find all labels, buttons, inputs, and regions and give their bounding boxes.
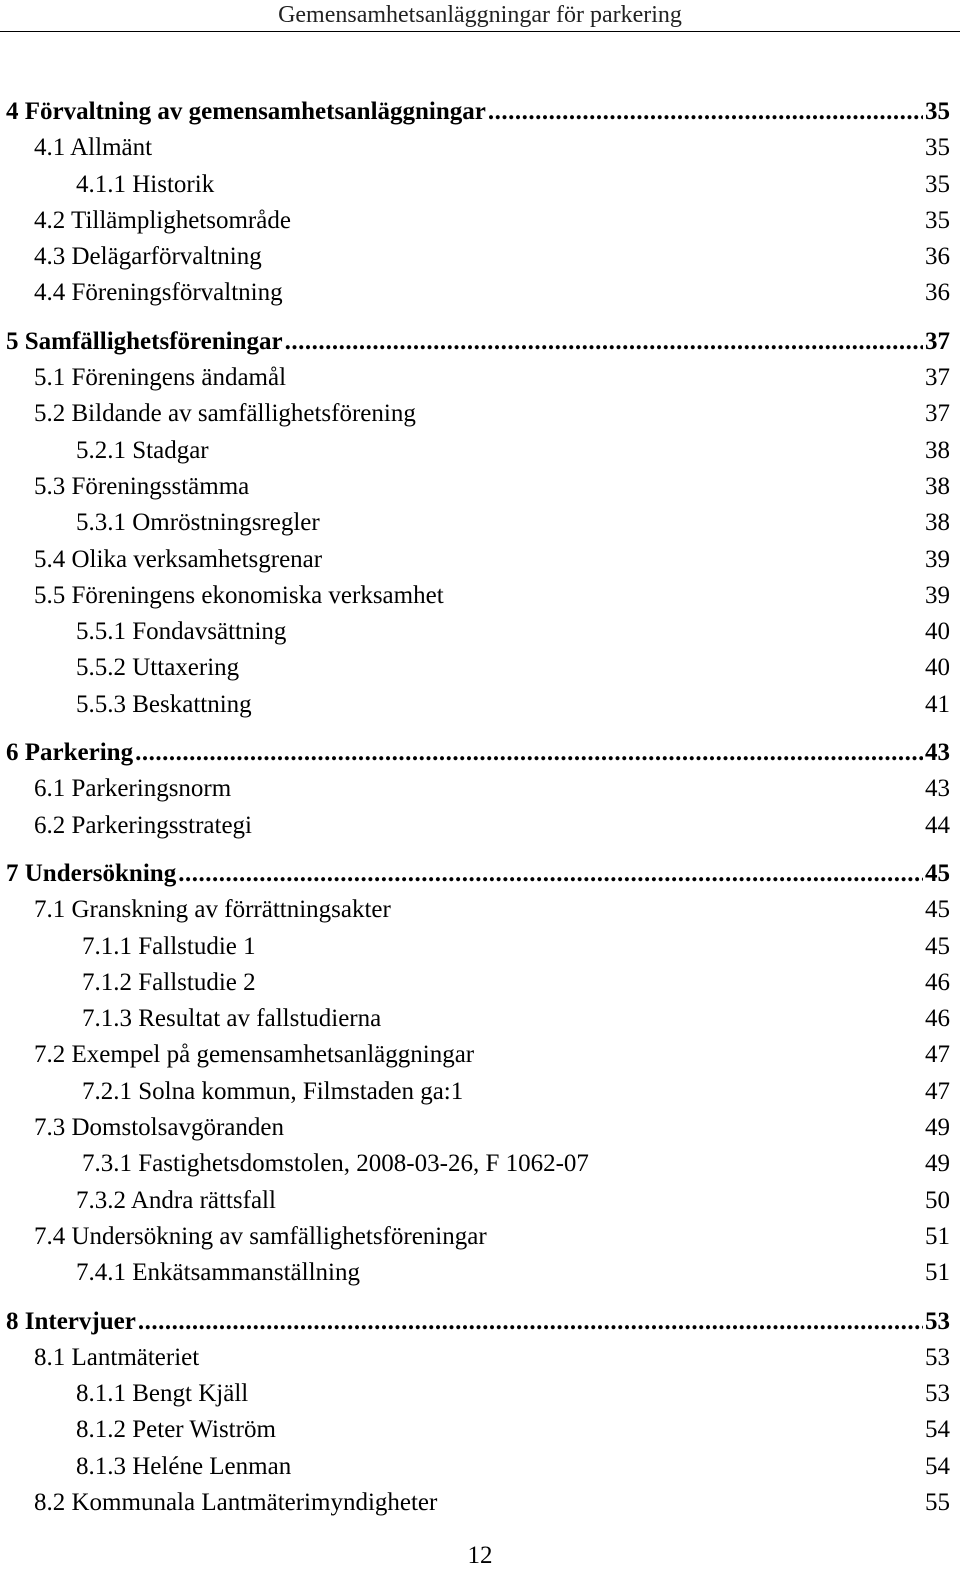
toc-entry-title: 7.2 Exempel på gemensamhetsanläggningar (34, 1041, 475, 1069)
toc-entry-title: 7.1.2 Fallstudie 2 (82, 968, 256, 996)
toc-chapter-entry[interactable] (0, 856, 960, 892)
toc-entry-page: 40 (925, 654, 950, 682)
toc-entry-page: 37 (925, 400, 950, 428)
toc-entry-page: 51 (925, 1259, 950, 1287)
toc-entry-title: 4.4 Föreningsförvaltning (34, 279, 283, 307)
toc-section-entry[interactable] (0, 578, 960, 614)
toc-entry-page: 49 (925, 1114, 950, 1142)
toc-entry-page: 45 (925, 932, 950, 960)
toc-subsection-entry[interactable] (0, 1255, 960, 1291)
toc-entry-title: 6.2 Parkeringsstrategi (34, 811, 253, 839)
toc-entry-title: 7.1.1 Fallstudie 1 (82, 932, 256, 960)
toc-entry-title: 4.1.1 Historik (76, 170, 215, 198)
toc-entry-title: 5.5.1 Fondavsättning (76, 618, 287, 646)
toc-entry-title: 7.1 Granskning av förrättningsakter (34, 896, 391, 924)
toc-entry-title: 6 Parkering (6, 739, 134, 767)
toc-section-entry[interactable] (0, 808, 960, 844)
toc-entry-page: 53 (925, 1343, 950, 1371)
toc-section-entry[interactable] (0, 771, 960, 807)
toc-entry-title: 5 Samfällighetsföreningar (6, 327, 283, 355)
toc-section-entry[interactable] (0, 1110, 960, 1146)
toc-entry-page: 43 (925, 739, 950, 767)
toc-entry-title: 7 Undersökning (6, 859, 177, 887)
toc-entry-page: 55 (925, 1488, 950, 1516)
toc-entry-title: 8.1 Lantmäteriet (34, 1343, 200, 1371)
toc-subsection-entry[interactable] (0, 614, 960, 650)
toc-entry-page: 44 (925, 811, 950, 839)
toc-section-entry[interactable] (0, 275, 960, 311)
toc-entry-page: 49 (925, 1150, 950, 1178)
toc-entry-title: 6.1 Parkeringsnorm (34, 775, 232, 803)
toc-subsection-entry[interactable] (0, 1449, 960, 1485)
toc-entry-title: 5.5.3 Beskattning (76, 690, 252, 718)
toc-entry-page: 45 (925, 859, 950, 887)
toc-entry-page: 50 (925, 1186, 950, 1214)
toc-entry-page: 54 (925, 1452, 950, 1480)
toc-section-entry[interactable] (0, 396, 960, 432)
toc-section-entry[interactable] (0, 1340, 960, 1376)
toc-entry-page: 47 (925, 1041, 950, 1069)
toc-subsection-entry[interactable] (0, 929, 960, 965)
toc-entry-title: 7.4.1 Enkätsammanställning (76, 1259, 360, 1287)
toc-entry-title: 8.1.1 Bengt Kjäll (76, 1380, 249, 1408)
toc-section-entry[interactable] (0, 130, 960, 166)
toc-entry-title: 7.3.1 Fastighetsdomstolen, 2008-03-26, F 1062-07 (82, 1150, 589, 1178)
toc-chapter-entry[interactable] (0, 94, 960, 130)
toc-subsection-entry[interactable] (0, 505, 960, 541)
toc-entry-page: 38 (925, 436, 950, 464)
dot-leader (488, 94, 923, 130)
toc-subsection-entry[interactable] (0, 1376, 960, 1412)
toc-entry-page: 38 (925, 509, 950, 537)
toc-entry-title: 7.4 Undersökning av samfällighetsföreningar (34, 1222, 487, 1250)
toc-entry-title: 5.4 Olika verksamhetsgrenar (34, 545, 323, 573)
toc-entry-title: 4.3 Delägarförvaltning (34, 243, 262, 271)
toc-entry-page: 46 (925, 968, 950, 996)
toc-entry-page: 37 (925, 364, 950, 392)
toc-entry-title: 5.2 Bildande av samfällighetsförening (34, 400, 416, 428)
toc-entry-page: 54 (925, 1416, 950, 1444)
toc-subsection-entry[interactable] (0, 650, 960, 686)
toc-subsection-entry[interactable] (0, 965, 960, 1001)
toc-entry-title: 5.1 Föreningens ändamål (34, 364, 287, 392)
toc-entry-title: 7.1.3 Resultat av fallstudierna (82, 1005, 382, 1033)
toc-chapter-entry[interactable] (0, 324, 960, 360)
toc-entry-page: 47 (925, 1077, 950, 1105)
table-of-contents (0, 94, 960, 1521)
document-title: Gemensamhetsanläggningar för parkering (278, 2, 682, 28)
toc-entry-title: 7.2.1 Solna kommun, Filmstaden ga:1 (82, 1077, 464, 1105)
page-number: 12 (467, 1542, 493, 1569)
toc-entry-title: 8 Intervjuer (6, 1307, 136, 1335)
toc-entry-page: 39 (925, 545, 950, 573)
toc-entry-page: 41 (925, 690, 950, 718)
toc-section-entry[interactable] (0, 1485, 960, 1521)
toc-entry-title: 8.2 Kommunala Lantmäterimyndigheter (34, 1488, 438, 1516)
toc-entry-title: 4 Förvaltning av gemensamhetsanläggningar (6, 98, 486, 125)
toc-entry-page: 53 (925, 1307, 950, 1335)
toc-chapter-entry[interactable] (0, 1304, 960, 1340)
toc-entry-title: 5.3.1 Omröstningsregler (76, 509, 320, 537)
toc-section-entry[interactable] (0, 892, 960, 928)
toc-subsection-entry[interactable] (0, 1074, 960, 1110)
dot-leader (135, 735, 923, 771)
toc-section-entry[interactable] (0, 1037, 960, 1073)
toc-subsection-entry[interactable] (0, 1146, 960, 1182)
toc-section-entry[interactable] (0, 1219, 960, 1255)
toc-subsection-entry[interactable] (0, 1183, 960, 1219)
dot-leader (178, 856, 923, 892)
toc-entry-title: 5.2.1 Stadgar (76, 436, 209, 464)
toc-entry-title: 7.3.2 Andra rättsfall (76, 1186, 276, 1214)
toc-entry-title: 8.1.2 Peter Wiström (76, 1416, 276, 1444)
toc-subsection-entry[interactable] (0, 167, 960, 203)
toc-entry-title: 4.2 Tillämplighetsområde (34, 206, 291, 234)
toc-entry-page: 35 (925, 206, 950, 234)
toc-subsection-entry[interactable] (0, 433, 960, 469)
toc-entry-page: 40 (925, 618, 950, 646)
toc-entry-page: 43 (925, 775, 950, 803)
toc-entry-page: 36 (925, 279, 950, 307)
toc-entry-page: 35 (925, 98, 950, 125)
toc-subsection-entry[interactable] (0, 1001, 960, 1037)
toc-section-entry[interactable] (0, 469, 960, 505)
toc-entry-title: 5.5.2 Uttaxering (76, 654, 240, 682)
toc-entry-page: 36 (925, 243, 950, 271)
running-header (0, 0, 960, 32)
toc-entry-page: 45 (925, 896, 950, 924)
toc-section-entry[interactable] (0, 542, 960, 578)
toc-section-entry[interactable] (0, 239, 960, 275)
toc-entry-page: 51 (925, 1222, 950, 1250)
dot-leader (138, 1304, 923, 1340)
toc-entry-title: 5.3 Föreningsstämma (34, 472, 250, 500)
toc-entry-page: 38 (925, 472, 950, 500)
toc-subsection-entry[interactable] (0, 1412, 960, 1448)
toc-section-entry[interactable] (0, 360, 960, 396)
toc-entry-title: 7.3 Domstolsavgöranden (34, 1114, 284, 1142)
toc-entry-page: 39 (925, 581, 950, 609)
dot-leader (285, 324, 923, 360)
toc-entry-page: 46 (925, 1005, 950, 1033)
toc-subsection-entry[interactable] (0, 687, 960, 723)
toc-entry-page: 37 (925, 327, 950, 355)
toc-entry-page: 35 (925, 170, 950, 198)
toc-entry-page: 53 (925, 1380, 950, 1408)
toc-entry-title: 8.1.3 Heléne Lenman (76, 1452, 292, 1480)
toc-entry-title: 4.1 Allmänt (34, 134, 153, 162)
toc-chapter-entry[interactable] (0, 735, 960, 771)
toc-section-entry[interactable] (0, 203, 960, 239)
toc-entry-title: 5.5 Föreningens ekonomiska verksamhet (34, 581, 444, 609)
toc-entry-page: 35 (925, 134, 950, 162)
